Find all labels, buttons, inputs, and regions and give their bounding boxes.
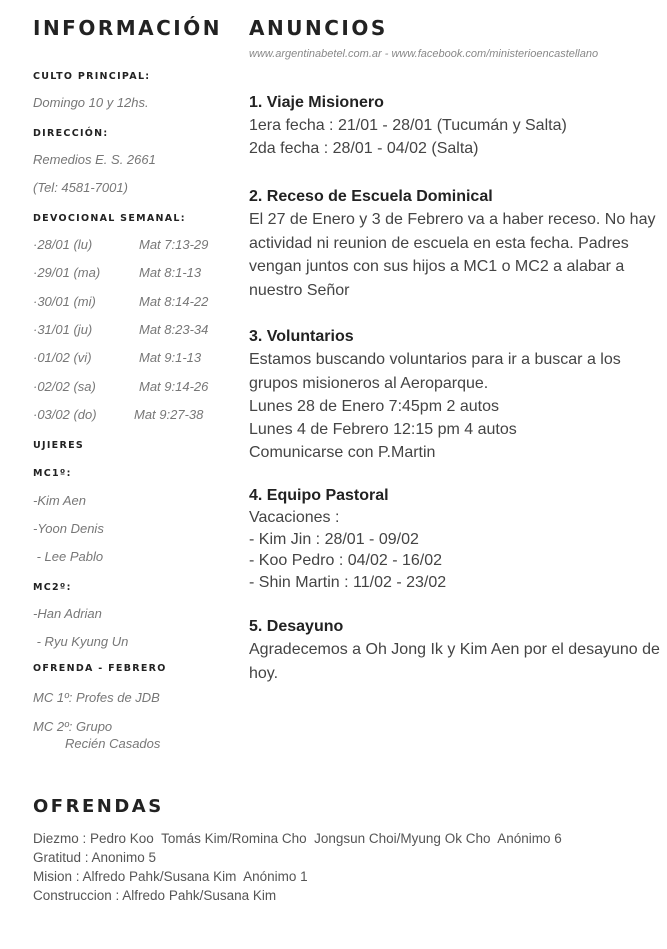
anuncio-line: Lunes 28 de Enero 7:45pm 2 autos [249, 398, 499, 415]
ofrenda-line: Mision : Alfredo Pahk/Susana Kim Anónimo 1 [33, 869, 308, 884]
ofrenda-mc1: MC 1º: Profes de JDB [33, 690, 160, 705]
mc2-usher: - Ryu Kyung Un [33, 634, 129, 649]
devocional-ref: Mat 7:13-29 [139, 237, 209, 252]
devocional-ref: Mat 8:1-13 [139, 265, 202, 280]
devocional-ref: Mat 8:23-34 [139, 322, 209, 337]
devocional-date: ·01/02 (vi) [33, 350, 92, 365]
anuncio-line: - Kim Jin : 28/01 - 09/02 [249, 530, 419, 548]
anuncio-title: 3. Voluntarios [249, 328, 354, 345]
devocional-date: ·31/01 (ju) [33, 322, 93, 337]
anuncio-title: 5. Desayuno [249, 618, 344, 635]
anuncio-line: Vacaciones : [249, 509, 340, 526]
anuncio-line: 1era fecha : 21/01 - 28/01 (Tucumán y Salta) [249, 117, 567, 134]
ofrendas-list [33, 829, 562, 905]
anuncio-text: El 27 de Enero y 3 de Febrero va a haber receso. No hay actividad ni reunion de escuela en esta fecha. Padres vengan juntos con sus hijos a MC1 o MC2 a alabar a nuestro Señor [249, 211, 656, 299]
anuncio-text: Agradecemos a Oh Jong Ik y Kim Aen por el desayuno de hoy. [249, 641, 660, 682]
ofrendas-title: OFRENDAS [33, 796, 164, 817]
ofrenda-line: Diezmo : Pedro Koo Tomás Kim/Romina Cho Jongsun Choi/Myung Ok Cho Anónimo 6 [33, 831, 562, 846]
anuncio-line: 2da fecha : 28/01 - 04/02 (Salta) [249, 140, 479, 157]
anuncios-title: ANUNCIOS [249, 16, 388, 40]
web-links: www.argentinabetel.com.ar - www.facebook.com/ministerioencastellano [249, 48, 599, 60]
anuncio-title: 4. Equipo Pastoral [249, 487, 389, 504]
anuncio-title: 2. Receso de Escuela Dominical [249, 188, 493, 205]
anuncio-equipo-pastoral [249, 485, 661, 593]
mc1-label: MC1º: [33, 468, 72, 479]
anuncio-voluntarios [249, 326, 661, 464]
mc1-usher: -Kim Aen [33, 493, 86, 508]
mc2-usher: -Han Adrian [33, 606, 102, 621]
ofrenda-mc2: MC 2º: Grupo [33, 719, 113, 734]
devocional-ref: Mat 9:14-26 [139, 379, 209, 394]
mc2-label: MC2º: [33, 582, 72, 593]
devocional-label: DEVOCIONAL SEMANAL: [33, 213, 186, 224]
direccion-street: Remedios E. S. 2661 [33, 152, 156, 167]
anuncio-line: Comunicarse con P.Martin [249, 444, 436, 461]
anuncio-line: - Koo Pedro : 04/02 - 16/02 [249, 552, 443, 569]
ofrenda-line: Construccion : Alfredo Pahk/Susana Kim [33, 888, 277, 903]
mc1-usher: -Yoon Denis [33, 521, 104, 536]
culto-label: CULTO PRINCIPAL: [33, 71, 151, 82]
anuncio-line: - Shin Martin : 11/02 - 23/02 [249, 573, 447, 591]
devocional-date: ·02/02 (sa) [33, 379, 96, 394]
devocional-date: ·30/01 (mi) [33, 294, 96, 309]
anuncio-desayuno [249, 616, 661, 685]
ujieres-label: UJIERES [33, 440, 85, 451]
anuncio-receso [249, 186, 661, 302]
ofrenda-mc2-group: Recién Casados [65, 736, 161, 751]
anuncio-line: Lunes 4 de Febrero 12:15 pm 4 autos [249, 421, 517, 438]
anuncio-title: 1. Viaje Misionero [249, 94, 384, 111]
info-title: INFORMACIÓN [33, 16, 222, 40]
ofrenda-febrero-label: OFRENDA - FEBRERO [33, 663, 167, 674]
direccion-tel: (Tel: 4581-7001) [33, 180, 128, 195]
anuncio-text: Estamos buscando voluntarios para ir a buscar a los grupos misioneros al Aeroparque. [249, 351, 621, 392]
devocional-date: ·03/02 (do) [33, 407, 97, 422]
ofrenda-line: Gratitud : Anonimo 5 [33, 850, 157, 865]
devocional-ref: Mat 9:1-13 [139, 350, 202, 365]
devocional-ref: Mat 9:27-38 [134, 407, 204, 422]
mc1-usher: - Lee Pablo [33, 549, 104, 564]
anuncio-viaje-misionero [249, 92, 661, 160]
devocional-date: ·29/01 (ma) [33, 265, 101, 280]
direccion-label: DIRECCIÓN: [33, 128, 109, 139]
devocional-ref: Mat 8:14-22 [139, 294, 209, 309]
culto-value: Domingo 10 y 12hs. [33, 95, 149, 110]
devocional-date: ·28/01 (lu) [33, 237, 93, 252]
